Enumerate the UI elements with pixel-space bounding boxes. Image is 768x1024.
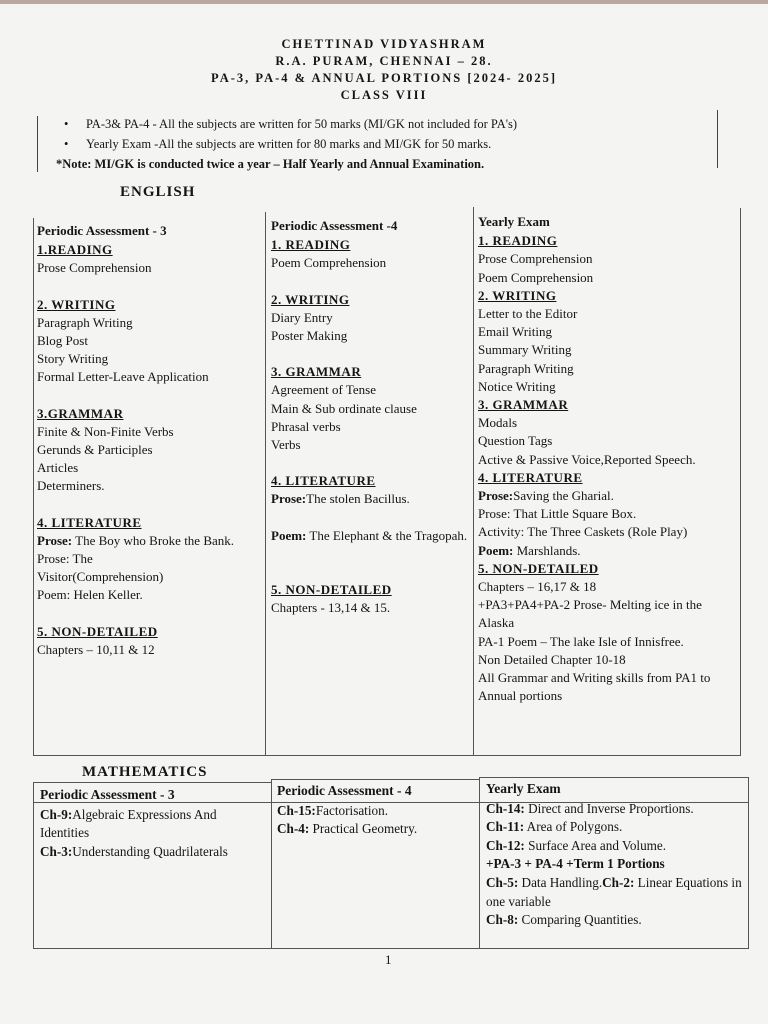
table-border: [473, 207, 474, 756]
page-number: 1: [385, 952, 392, 967]
section-heading: 5. NON-DETAILED: [37, 623, 158, 639]
english-pa3-column: Periodic Assessment - 3 1.READING Prose Comprehension 2. WRITING Paragraph Writing Blog Post Story Writing Formal Letter-Leave Application 3.GRAMMAR Finite & Non-Finite Verbs Gerunds & Participles Articles Determiners. 4. LITERATURE Prose: The Boy who Broke the Bank. Prose: The Visitor(Comprehension) Poem: Helen Keller. 5. NON-DETAILED Chapters – 10,11 & 12: [37, 222, 263, 659]
chapter-item: Ch-5: Data Handling.Ch-2: Linear Equations in one variable: [486, 874, 742, 909]
english-pa4-column: Periodic Assessment -4 1. READING Poem Comprehension 2. WRITING Diary Entry Poster Making 3. GRAMMAR Agreement of Tense Main & Sub ordinate clause Phrasal verbs Verbs 4. LITERATURE Prose:The stolen Bacillus. Poem: The Elephant & the Tragopah. 5. NON-DETAILED Chapters - 13,14 & 15.: [271, 217, 471, 617]
notes-left-rule: [37, 116, 38, 172]
table-border: [33, 782, 34, 948]
bullet-icon: •: [64, 137, 69, 151]
english-yearly-column: Yearly Exam 1. READING Prose Comprehension Poem Comprehension 2. WRITING Letter to the Editor Email Writing Summary Writing Paragraph Writing Notice Writing 3. GRAMMAR Modals Question Tags Active & Passive Voice,Reported Speech. 4. LITERATURE Prose:Saving the Gharial. Prose: That Little Square Box. Activity: The Three Caskets (Role Play) Poem: Marshlands. 5. NON-DETAILED Chapters – 16,17 & 18 +PA3+PA4+PA-2 Prose- Melting ice in the Alaska PA-1 Poem – The lake Isle of Innisfree. Non Detailed Chapter 10-18 All Grammar and Writing skills from PA1 to Annual portions: [478, 213, 736, 705]
section-heading: 1. READING: [478, 233, 558, 249]
table-border: [33, 948, 749, 949]
chapter-item: +PA-3 + PA-4 +Term 1 Portions: [486, 856, 665, 872]
chapter-item: Ch-8: Comparing Quantities.: [486, 912, 642, 928]
chapter-item: Ch-15:Factorisation.: [277, 802, 388, 818]
section-heading: 1.READING: [37, 242, 113, 258]
table-border: [33, 218, 34, 755]
chapter-item: Ch-11: Area of Polygons.: [486, 819, 623, 835]
column-header: Yearly Exam: [486, 781, 561, 796]
chapter-item: Ch-3:Understanding Quadrilaterals: [40, 843, 228, 859]
table-border: [33, 782, 271, 783]
section-heading: 1. READING: [271, 237, 351, 253]
math-yearly-column: [486, 780, 746, 930]
table-border: [271, 779, 479, 780]
table-border: [479, 777, 749, 778]
table-border: [33, 755, 741, 756]
school-address: R.A. PURAM, CHENNAI – 28.: [275, 54, 493, 68]
chapter-item: Ch-4: Practical Geometry.: [277, 821, 418, 837]
school-name: CHETTINAD VIDYASHRAM: [281, 37, 487, 51]
document-header: [0, 36, 768, 104]
math-pa3-column: [40, 786, 268, 861]
section-heading: 2. WRITING: [271, 291, 350, 307]
section-heading: 3.GRAMMAR: [37, 405, 124, 421]
table-border: [740, 208, 741, 756]
chapter-item: Ch-14: Direct and Inverse Proportions.: [486, 800, 694, 816]
star-note: *Note: MI/GK is conducted twice a year – Half Yearly and Annual Examination.: [56, 157, 485, 171]
top-border: [0, 0, 768, 4]
notes-block: [56, 114, 722, 174]
table-border: [271, 779, 272, 948]
section-heading: 5. NON-DETAILED: [271, 581, 392, 597]
column-header: Periodic Assessment - 3: [40, 787, 175, 802]
section-heading: 3. GRAMMAR: [478, 397, 569, 413]
section-heading: 2. WRITING: [478, 287, 557, 303]
section-heading: 5. NON-DETAILED: [478, 560, 599, 576]
mathematics-title: MATHEMATICS: [82, 764, 208, 780]
section-heading: 4. LITERATURE: [271, 473, 376, 489]
chapter-item: Ch-9:Algebraic Expressions And Identities: [40, 806, 217, 841]
portions-title: PA-3, PA-4 & ANNUAL PORTIONS [2024- 2025]: [210, 71, 557, 85]
section-heading: 2. WRITING: [37, 296, 116, 312]
table-border: [265, 212, 266, 756]
section-heading: 4. LITERATURE: [37, 514, 142, 530]
math-pa4-column: [277, 782, 477, 839]
column-header: Yearly Exam: [478, 214, 550, 229]
english-title: ENGLISH: [120, 184, 196, 200]
bullet-icon: •: [64, 117, 69, 131]
column-header: Periodic Assessment - 3: [37, 223, 167, 238]
section-heading: 3. GRAMMAR: [271, 364, 362, 380]
class-title: CLASS VIII: [340, 88, 428, 102]
column-header: Periodic Assessment - 4: [277, 783, 412, 798]
chapter-item: Ch-12: Surface Area and Volume.: [486, 837, 667, 853]
column-header: Periodic Assessment -4: [271, 218, 398, 233]
note-item: • PA-3& PA-4 - All the subjects are written for 50 marks (MI/GK not included for PA's): [62, 114, 722, 134]
section-heading: 4. LITERATURE: [478, 469, 583, 485]
note-item: • Yearly Exam -All the subjects are written for 80 marks and MI/GK for 50 marks.: [62, 134, 722, 154]
